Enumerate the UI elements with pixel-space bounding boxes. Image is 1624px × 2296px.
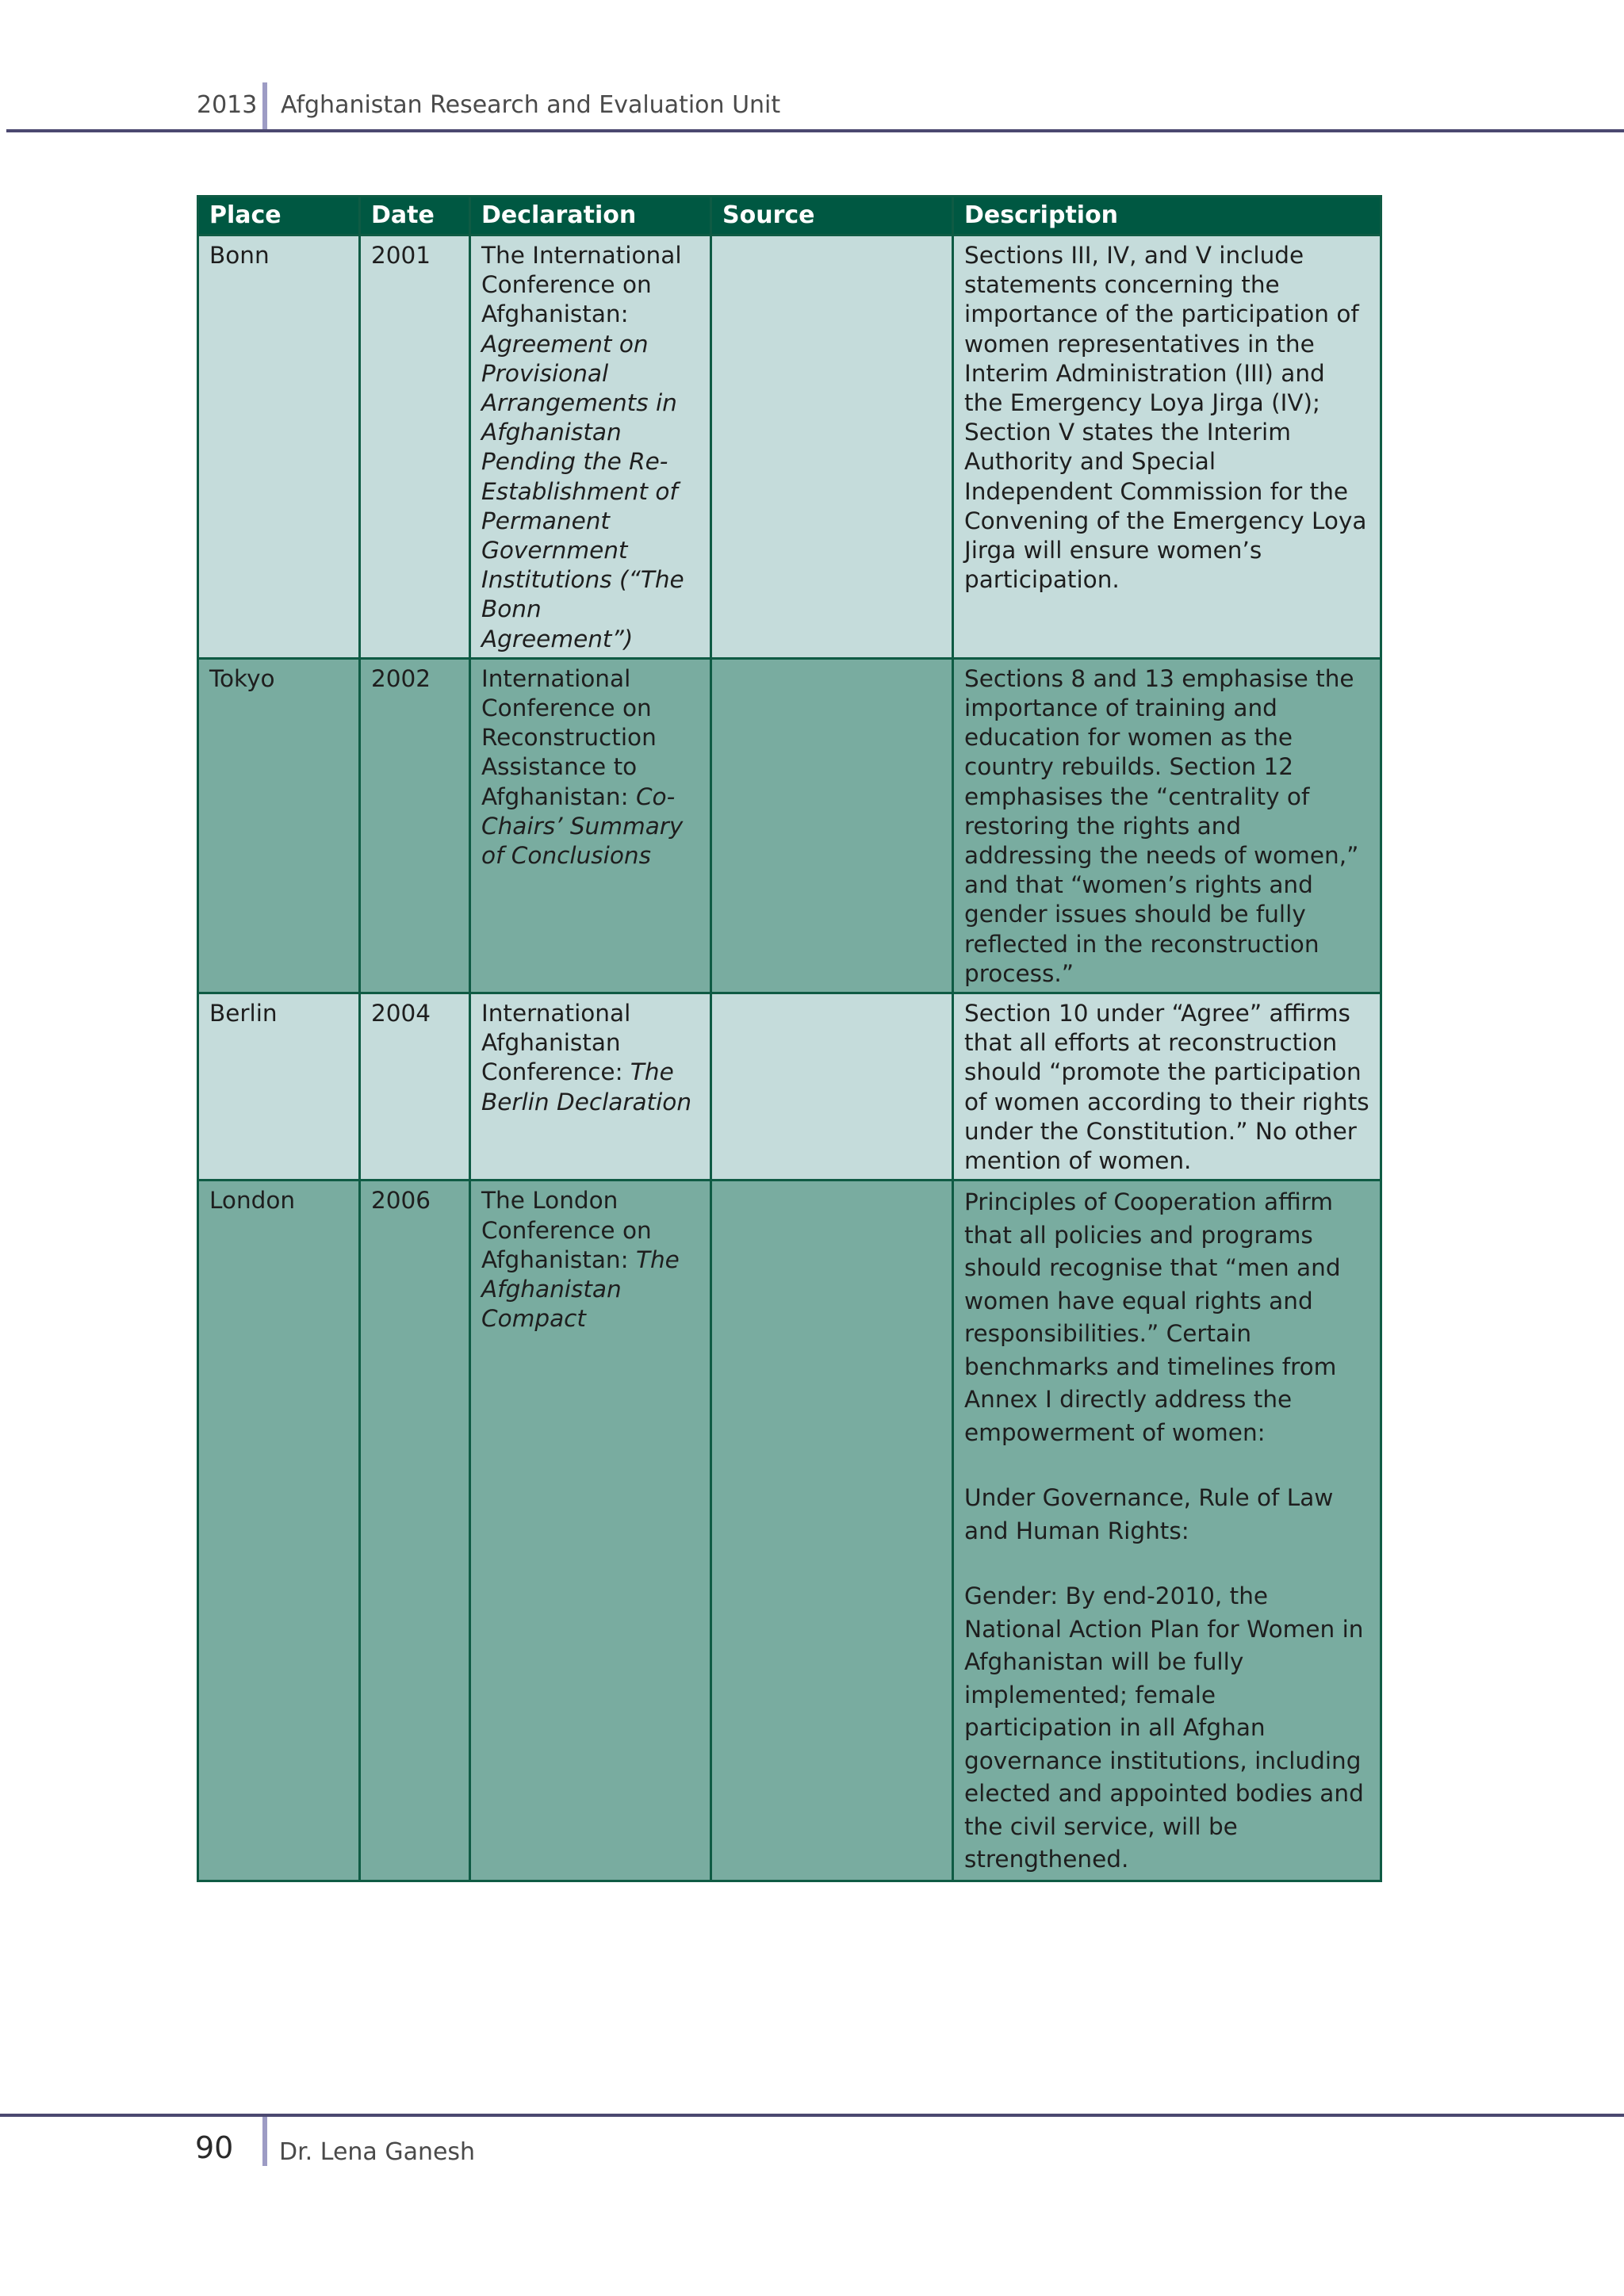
description-cell [953, 1181, 1381, 1881]
declaration-cell [470, 658, 711, 993]
date-cell: 2001 [360, 235, 470, 659]
table-row-london [198, 1181, 1381, 1881]
table-row-bonn [198, 235, 1381, 659]
declaration-cell [470, 1181, 711, 1881]
source-cell [711, 993, 953, 1181]
declaration-title: Agreement on Provisional Arrangements in Afghanistan Pending the Re-Establishment of Permanent Government Institutions (“The Bonn Agreement”) [481, 330, 684, 652]
column-header-source: Source [711, 197, 953, 235]
column-header-place: Place [198, 197, 360, 235]
column-header-declaration: Declaration [470, 197, 711, 235]
table-header-row [198, 197, 1381, 235]
date-cell: 2006 [360, 1181, 470, 1881]
footer-divider [262, 2117, 267, 2166]
column-header-description: Description [953, 197, 1381, 235]
place-cell: Berlin [198, 993, 360, 1181]
source-cell [711, 1181, 953, 1881]
footer-rule [0, 2114, 1624, 2117]
description-cell: Sections III, IV, and V include statements concerning the importance of the participation of women representatives in the Interim Administration (III) and the Emergency Loya Jirga (IV); Section V states the Interim Authority and Special Independent Commission for the Convening of the Emergency Loya Jirga will ensure women’s participation. [953, 235, 1381, 659]
declaration-cell [470, 235, 711, 659]
header-organization: Afghanistan Research and Evaluation Unit [281, 91, 781, 119]
declaration-title: The Berlin Declaration [481, 1058, 692, 1115]
footer-author: Dr. Lena Ganesh [279, 2138, 476, 2166]
column-header-date: Date [360, 197, 470, 235]
date-cell: 2002 [360, 658, 470, 993]
source-cell [711, 658, 953, 993]
declaration-cell [470, 993, 711, 1181]
table-row-tokyo [198, 658, 1381, 993]
place-cell: Tokyo [198, 658, 360, 993]
source-cell [711, 235, 953, 659]
description-cell: Section 10 under “Agree” affirms that all efforts at reconstruction should “promote the participation of women according to their rights under the Constitution.” No other mention of women. [953, 993, 1381, 1181]
declaration-title: The Afghanistan Compact [481, 1246, 680, 1333]
place-cell: London [198, 1181, 360, 1881]
place-cell: Bonn [198, 235, 360, 659]
description-paragraph: Gender: By end-2010, the National Action Plan for Women in Afghanistan will be fully implemented; female participation in all Afghan governance institutions, including elected and appointed bodies and the civil service, will be strengthened. [964, 1582, 1364, 1873]
declaration-text: International Afghanistan Conference: [481, 1000, 631, 1086]
header-divider [262, 82, 267, 132]
header-rule [6, 129, 1624, 132]
page-number: 90 [195, 2130, 234, 2165]
table-row-berlin [198, 993, 1381, 1181]
declaration-text: The London Conference on Afghanistan: [481, 1187, 652, 1273]
declaration-text: The International Conference on Afghanistan: [481, 242, 682, 328]
declaration-title: Co-Chairs’ Summary of Conclusions [481, 783, 684, 870]
header-year: 2013 [197, 91, 258, 119]
declarations-table [197, 195, 1382, 1882]
description-cell: Sections 8 and 13 emphasise the importance of training and education for women as the country rebuilds. Section 12 emphasises the “centrality of restoring the rights and addressing the needs of women,” and that “women’s rights and gender issues should be fully reflected in the reconstruction process.” [953, 658, 1381, 993]
description-paragraph: Principles of Cooperation affirm that all policies and programs should recognise that “men and women have equal rights and responsibilities.” Certain benchmarks and timelines from Annex I directly address the empowerment of women: [964, 1188, 1341, 1446]
declaration-text: International Conference on Reconstruction Assistance to Afghanistan: [481, 664, 657, 810]
description-paragraph: Under Governance, Rule of Law and Human Rights: [964, 1484, 1334, 1544]
date-cell: 2004 [360, 993, 470, 1181]
